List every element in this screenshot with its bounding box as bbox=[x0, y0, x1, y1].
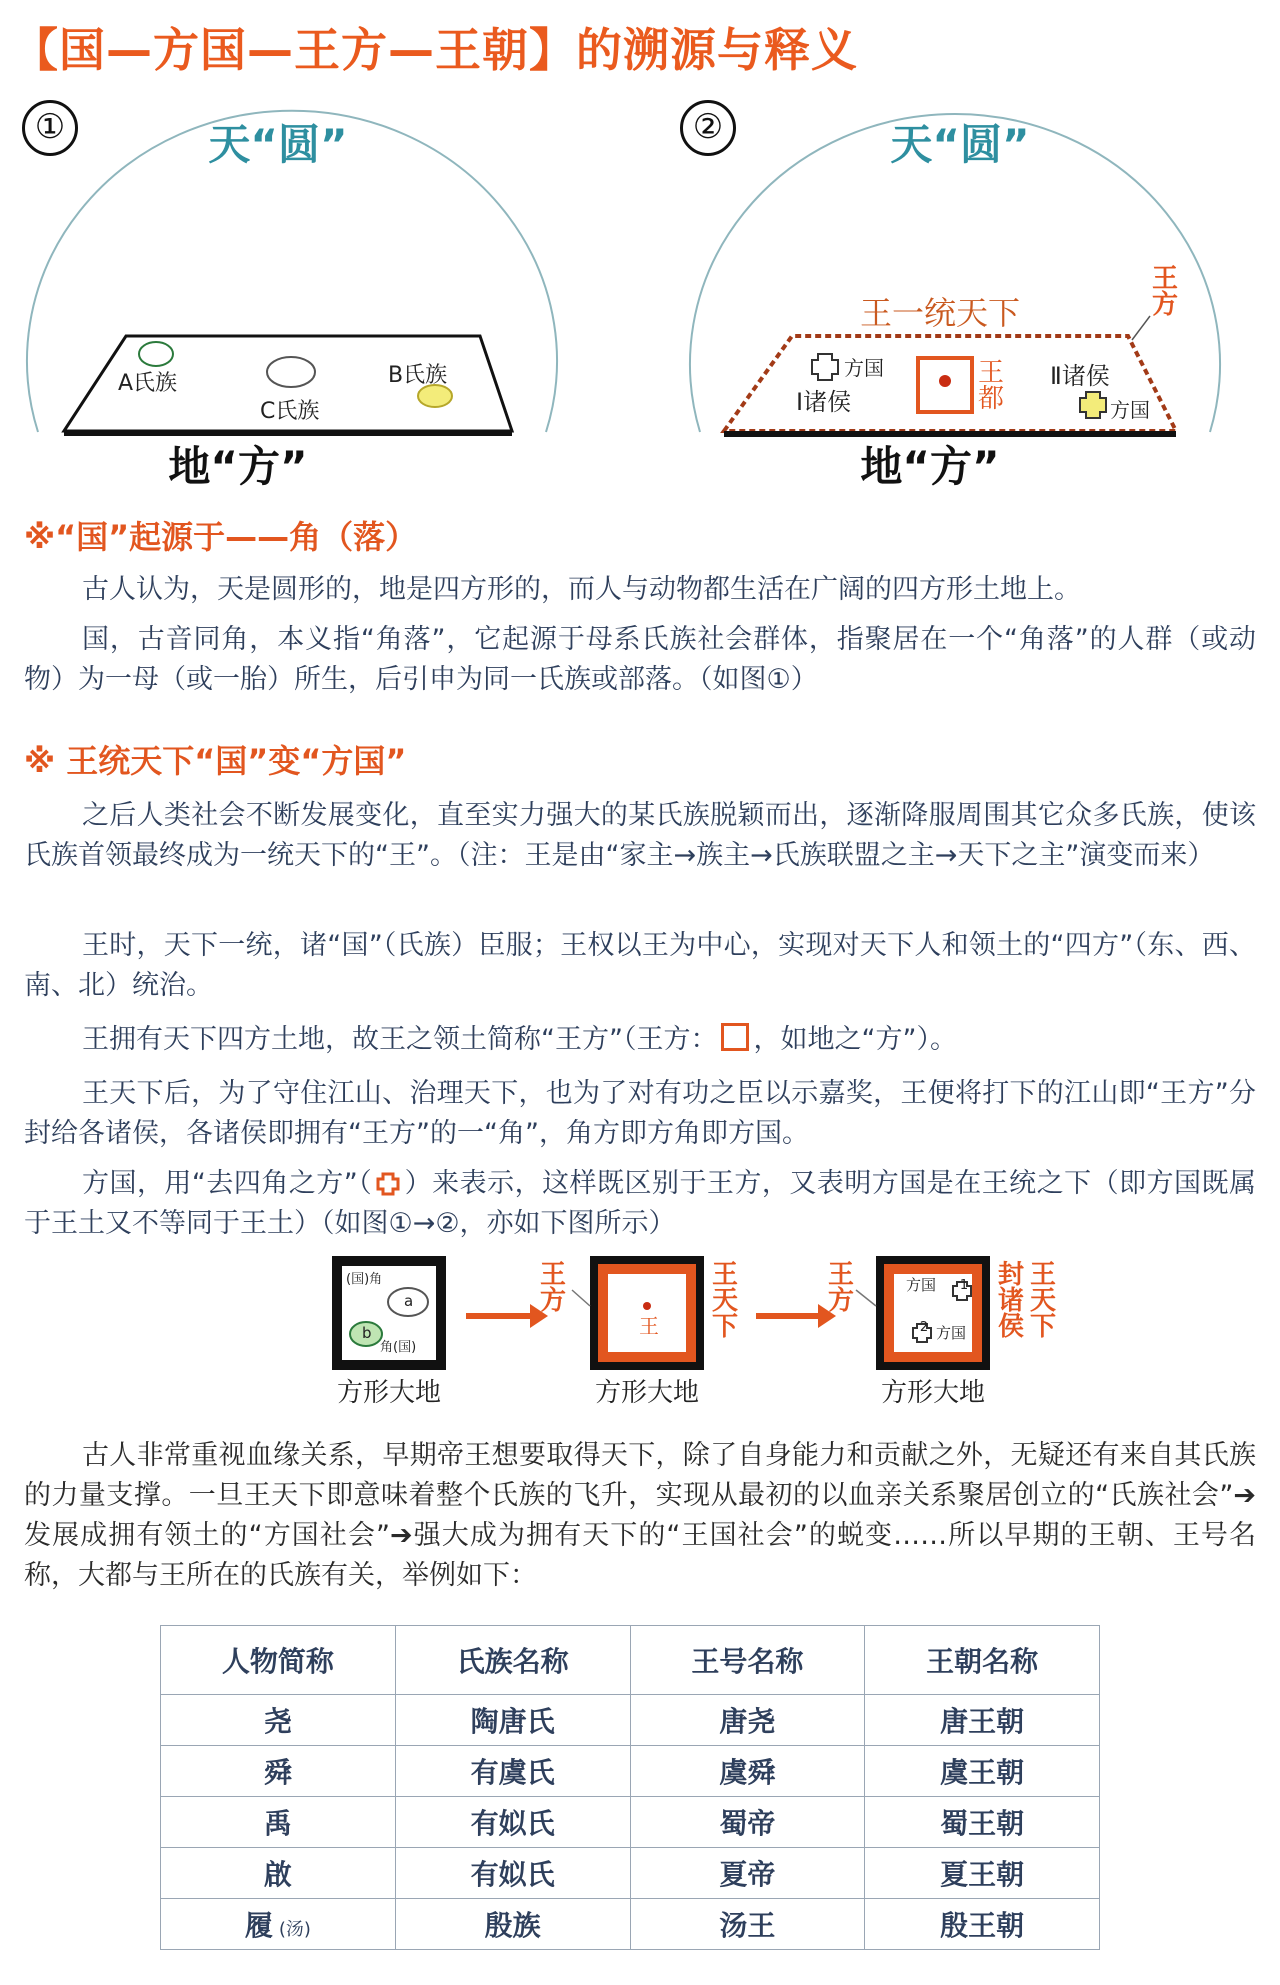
figure-number: ① bbox=[22, 100, 78, 156]
fangguo-1-number: 1 bbox=[959, 1278, 969, 1293]
tribe-a-icon bbox=[139, 342, 173, 366]
corner-a-letter: a bbox=[404, 1292, 414, 1310]
box-2-label: 方形大地 bbox=[594, 1378, 699, 1408]
figure-1 bbox=[18, 96, 578, 496]
person-name: 啟 bbox=[263, 1858, 292, 1891]
sky-label: 天“圆” bbox=[890, 120, 1030, 169]
person-name: 尧 bbox=[263, 1705, 292, 1738]
cell-dynasty: 夏王朝 bbox=[865, 1848, 1100, 1899]
fangguo-2-label: 方国 bbox=[936, 1324, 967, 1342]
para-5-part-b: ）来表示，这样既区别于王方，又表明方国是在王统之下（即方国既属于王土又不等同于王土）（如图①→②，亦如下图所示） bbox=[24, 1168, 1256, 1239]
cell-clan: 有姒氏 bbox=[395, 1797, 630, 1848]
section-3-para-1: 古人非常重视血缘关系，早期帝王想要取得天下，除了自身能力和贡献之外，无疑还有来自其氏族的力量支撑。一旦王天下即意味着整个氏族的飞升，实现从最初的以血亲关系聚居创立的“氏族社会”➔发展成拥有领土的“方国社会”➔强大成为拥有天下的“王国社会”的蜕变……所以早期的王朝、王号名称，大都与王所在的氏族有关，举例如下： bbox=[24, 1440, 1256, 1591]
section-2-heading: ※ 王统天下“国”变“方国” bbox=[24, 742, 407, 780]
header-person: 人物简称 bbox=[161, 1626, 396, 1695]
header-title: 王号名称 bbox=[630, 1626, 865, 1695]
tribe-a-label: A氏族 bbox=[118, 371, 178, 396]
process-diagram bbox=[0, 1250, 1280, 1410]
person-name: 禹 bbox=[263, 1807, 292, 1840]
fengzhuhou-label: 封诸侯 bbox=[997, 1260, 1024, 1342]
section-2-para-1: 之后人类社会不断发展变化，直至实力强大的某氏族脱颖而出，逐渐降服周围其它众多氏族，使该氏族首领最终成为一统天下的“王”。（注：王是由“家主→族主→氏族联盟之主→天下之主”演变而来） bbox=[24, 800, 1256, 871]
tribe-b-label: B氏族 bbox=[388, 363, 448, 388]
lord1-label: Ⅰ诸侯 bbox=[796, 388, 852, 416]
fangguo-octagon-icon bbox=[376, 1172, 400, 1196]
cell-clan: 殷族 bbox=[395, 1899, 630, 1950]
corner-label-2: 角(国) bbox=[380, 1340, 417, 1355]
fangguo-label-1: 方国 bbox=[844, 356, 884, 380]
wang-tianxia-label: 王天下 bbox=[711, 1260, 738, 1342]
lord2-label: Ⅱ诸侯 bbox=[1050, 362, 1110, 390]
table-row bbox=[161, 1797, 1100, 1848]
page-title: 【国—方国—王方—王朝】的溯源与释义 bbox=[12, 23, 858, 77]
cell-person bbox=[161, 1899, 396, 1950]
corner-b-letter: b bbox=[362, 1324, 372, 1342]
cell-dynasty: 虞王朝 bbox=[865, 1746, 1100, 1797]
center-wang: 王 bbox=[639, 1314, 659, 1338]
section-2-para-3 bbox=[24, 1020, 1256, 1060]
dynasty-table bbox=[160, 1625, 1100, 1950]
cell-clan: 有虞氏 bbox=[395, 1746, 630, 1797]
cell-title: 虞舜 bbox=[630, 1746, 865, 1797]
fangguo-2-number: 2 bbox=[919, 1320, 929, 1335]
wangfang-square-icon bbox=[721, 1023, 749, 1051]
section-1-heading: ※“国”起源于——角（落） bbox=[24, 518, 418, 556]
earth-label: 地“方” bbox=[860, 442, 1000, 491]
cell-clan: 有姒氏 bbox=[395, 1848, 630, 1899]
fangguo-1-label: 方国 bbox=[906, 1276, 937, 1294]
section-2-para-4: 王天下后，为了守住江山、治理天下，也为了对有功之臣以示嘉奖，王便将打下的江山即“王方”分封给各诸侯，各诸侯即拥有“王方”的一“角”，角方即方角即方国。 bbox=[24, 1078, 1256, 1149]
cell-title: 唐尧 bbox=[630, 1695, 865, 1746]
sky-label: 天“圆” bbox=[208, 120, 348, 169]
capital-dot bbox=[939, 375, 951, 387]
cell-dynasty: 唐王朝 bbox=[865, 1695, 1100, 1746]
section-2-para-2: 王时，天下一统，诸“国”（氏族）臣服；王权以王为中心，实现对天下人和领土的“四方”（东、西、南、北）统治。 bbox=[24, 930, 1256, 1001]
wangfang-label-1: 王方 bbox=[539, 1260, 566, 1316]
cell-person bbox=[161, 1695, 396, 1746]
wang-tianxia-label-2: 王天下 bbox=[1029, 1260, 1056, 1342]
wangfang-label-2: 王方 bbox=[827, 1260, 854, 1316]
person-name: 舜 bbox=[263, 1756, 292, 1789]
cell-dynasty: 蜀王朝 bbox=[865, 1797, 1100, 1848]
tribe-c-label: C氏族 bbox=[260, 399, 320, 424]
cell-dynasty: 殷王朝 bbox=[865, 1899, 1100, 1950]
fangguo-label-2: 方国 bbox=[1110, 398, 1150, 422]
tribe-c-icon bbox=[267, 357, 315, 387]
wangfang-label: 王方 bbox=[1151, 264, 1178, 320]
capital-label: 王都 bbox=[977, 358, 1004, 414]
table-row bbox=[161, 1746, 1100, 1797]
cell-title: 汤王 bbox=[630, 1899, 865, 1950]
section-1-para-1: 古人认为，天是圆形的，地是四方形的，而人与动物都生活在广阔的四方形土地上。 bbox=[82, 574, 1081, 605]
para-5-part-a: 方国，用“去四角之方”（ bbox=[82, 1168, 373, 1199]
header-clan: 氏族名称 bbox=[395, 1626, 630, 1695]
cell-person bbox=[161, 1746, 396, 1797]
box-3-label: 方形大地 bbox=[880, 1378, 985, 1408]
box-1-label: 方形大地 bbox=[336, 1378, 441, 1408]
cell-person bbox=[161, 1797, 396, 1848]
table-row bbox=[161, 1848, 1100, 1899]
figure-2 bbox=[680, 96, 1240, 496]
para-3-part-a: 王拥有天下四方土地，故王之领土简称“王方”（王方： bbox=[82, 1024, 718, 1055]
cell-title: 夏帝 bbox=[630, 1848, 865, 1899]
table-row bbox=[161, 1899, 1100, 1950]
section-2-para-5 bbox=[24, 1164, 1256, 1244]
header-dynasty: 王朝名称 bbox=[865, 1626, 1100, 1695]
section-1-para-2: 国，古音同角，本义指“角落”，它起源于母系氏族社会群体，指聚居在一个“角落”的人群（或动物）为一母（或一胎）所生，后引申为同一氏族或部落。（如图①） bbox=[24, 624, 1256, 695]
figure-number: ② bbox=[680, 100, 736, 156]
cell-title: 蜀帝 bbox=[630, 1797, 865, 1848]
para-3-part-b: ，如地之“方”）。 bbox=[753, 1024, 957, 1055]
corner-label-1: (国)角 bbox=[346, 1272, 383, 1287]
cell-clan: 陶唐氏 bbox=[395, 1695, 630, 1746]
person-name: 履 bbox=[244, 1909, 273, 1942]
person-note: (汤) bbox=[278, 1919, 311, 1940]
cell-person bbox=[161, 1848, 396, 1899]
unify-label: 王一统天下 bbox=[860, 294, 1021, 332]
table-row bbox=[161, 1695, 1100, 1746]
table-header-row bbox=[161, 1626, 1100, 1695]
earth-label: 地“方” bbox=[168, 442, 308, 491]
